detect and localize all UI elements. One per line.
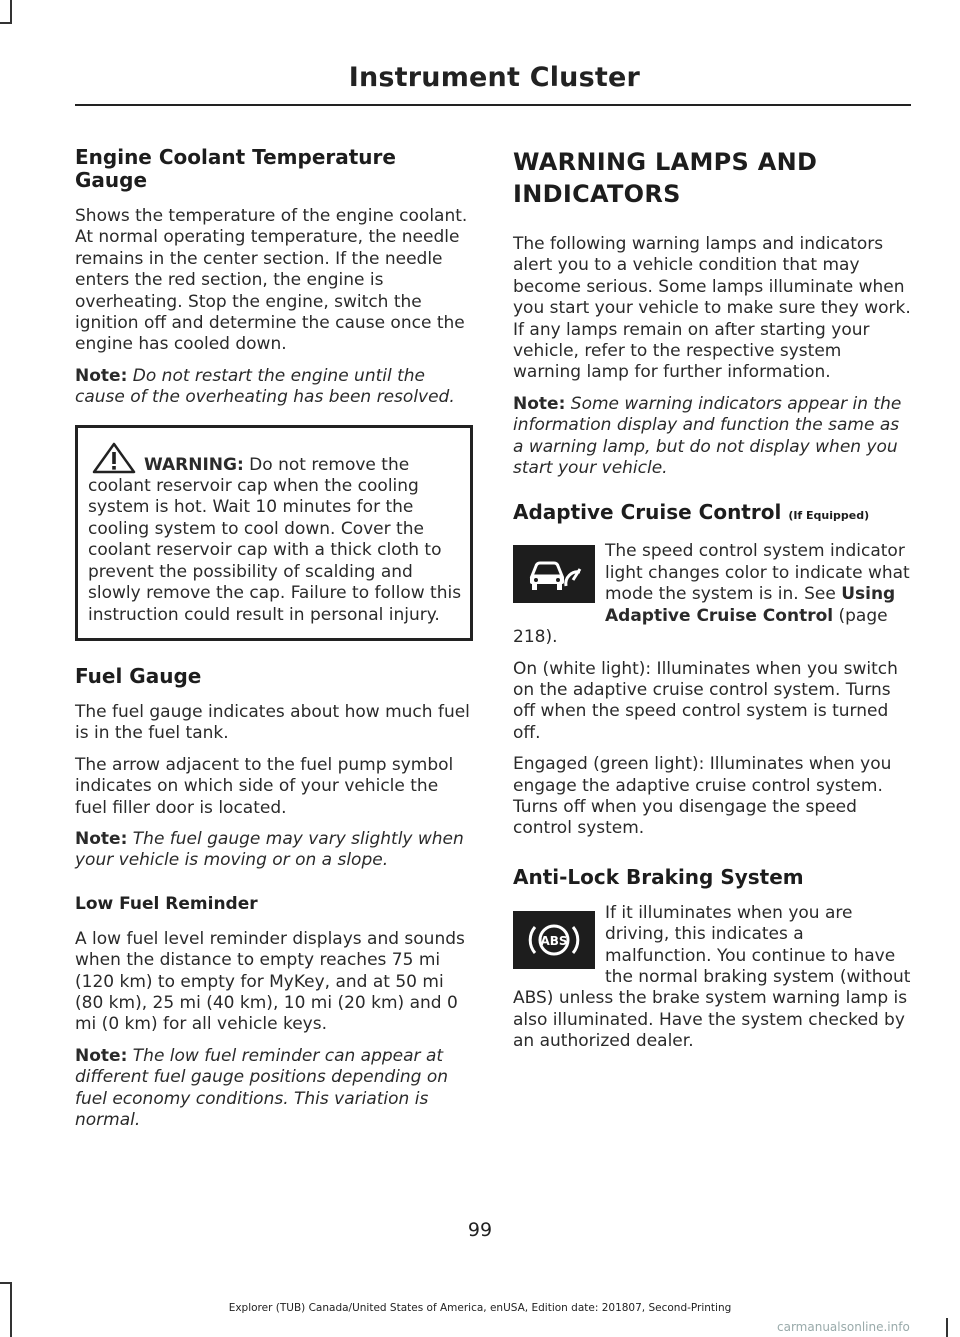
warning-lamps-intro: The following warning lamps and indicators alert you to a vehicle condition that may become serious. Some lamps illuminate when you start your vehicle to make sure they work. If any lamps remain on after starting your vehicle, refer to the respective system warning lamp for further information. bbox=[513, 234, 911, 383]
coolant-heading: Engine Coolant Temperature Gauge bbox=[75, 145, 396, 192]
warning-label: WARNING: bbox=[144, 454, 244, 475]
low-fuel-heading: Low Fuel Reminder bbox=[75, 893, 258, 914]
abs-icon-text: ABS bbox=[540, 933, 568, 948]
warning-lamps-heading: WARNING LAMPS AND INDICATORS bbox=[513, 148, 818, 208]
crop-mark bbox=[0, 22, 12, 24]
crop-mark bbox=[10, 0, 12, 22]
fuel-p1: The fuel gauge indicates about how much fuel is in the fuel tank. bbox=[75, 701, 470, 744]
abs-heading: Anti-Lock Braking System bbox=[513, 864, 804, 889]
acc-body: The speed control system indicator light changes color to indicate what mode the system is in. See Using Adaptive Cruise Control (page 218). bbox=[513, 541, 910, 648]
abs-body: If it illuminates when you are driving, this indicates a malfunction. You continue to have the normal braking system (without ABS) unless the brake system warning lamp is also illuminated. Have the system checked by an authorized dealer. bbox=[513, 902, 911, 1052]
page-title: Instrument Cluster bbox=[348, 62, 640, 93]
acc-link[interactable]: Using Adaptive Cruise Control bbox=[605, 584, 896, 626]
warning-text: Do not remove the coolant reservoir cap when the cooling system is hot. Wait 10 minutes for the cooling system to cool down. Cover the coolant reservoir cap with a thick cloth to prevent the possibility of scalding and slowly remove the cap. Failure to follow this instruction could result in personal injury. bbox=[88, 454, 462, 625]
acc-heading: Adaptive Cruise Control (If Equipped) bbox=[513, 500, 870, 525]
crop-mark bbox=[946, 1318, 948, 1337]
fuel-p2: The arrow adjacent to the fuel pump symbol indicates on which side of your vehicle the fuel filler door is located. bbox=[75, 754, 454, 818]
low-fuel-note: Note: The low fuel reminder can appear at different fuel gauge positions depending on fuel economy conditions. This variation is normal. bbox=[75, 1045, 449, 1130]
low-fuel-body: A low fuel level reminder displays and sounds when the distance to empty reaches 75 mi (120 km) to empty for MyKey, and at 50 mi (80 km), 25 mi (40 km), 10 mi (20 km) and 0 mi (0 km) for all vehicle keys. bbox=[75, 928, 465, 1035]
acc-on-text: On (white light): Illuminates when you switch on the adaptive cruise control system. Turns off when the speed control system is turned off. bbox=[513, 658, 898, 743]
coolant-note: Note: Do not restart the engine until the cause of the overheating has been resolved. bbox=[75, 365, 455, 408]
page-number: 99 bbox=[467, 1219, 493, 1241]
acc-engaged-text: Engaged (green light): Illuminates when you engage the adaptive cruise control system. Turns off when you disengage the speed control system. bbox=[513, 754, 892, 839]
fuel-heading: Fuel Gauge bbox=[75, 663, 202, 688]
abs-warning-icon bbox=[513, 911, 595, 969]
warning-triangle-icon bbox=[88, 442, 140, 474]
acc-equipped-label: (If Equipped) bbox=[788, 509, 870, 523]
coolant-body: Shows the temperature of the engine coolant. At normal operating temperature, the needle remains in the center section. If the needle enters the red section, the engine is overheating. Stop the engine, switch the ignition off and determine the cause once the engine has cooled down. bbox=[75, 206, 468, 355]
edition-footer: Explorer (TUB) Canada/United States of America, enUSA, Edition date: 201807, Second-Printing bbox=[228, 1302, 732, 1314]
watermark: carmanualsonline.info bbox=[777, 1320, 910, 1334]
left-column bbox=[75, 146, 473, 1141]
header-divider bbox=[75, 104, 911, 106]
adaptive-cruise-control-icon bbox=[513, 545, 595, 603]
warning-box bbox=[75, 425, 473, 641]
fuel-note: Note: The fuel gauge may vary slightly when your vehicle is moving or on a slope. bbox=[75, 828, 464, 871]
crop-mark bbox=[0, 1282, 12, 1284]
warning-lamps-note: Note: Some warning indicators appear in the information display and function the same as a warning lamp, but do not display when you start your vehicle. bbox=[513, 393, 902, 479]
right-column bbox=[513, 146, 913, 1063]
